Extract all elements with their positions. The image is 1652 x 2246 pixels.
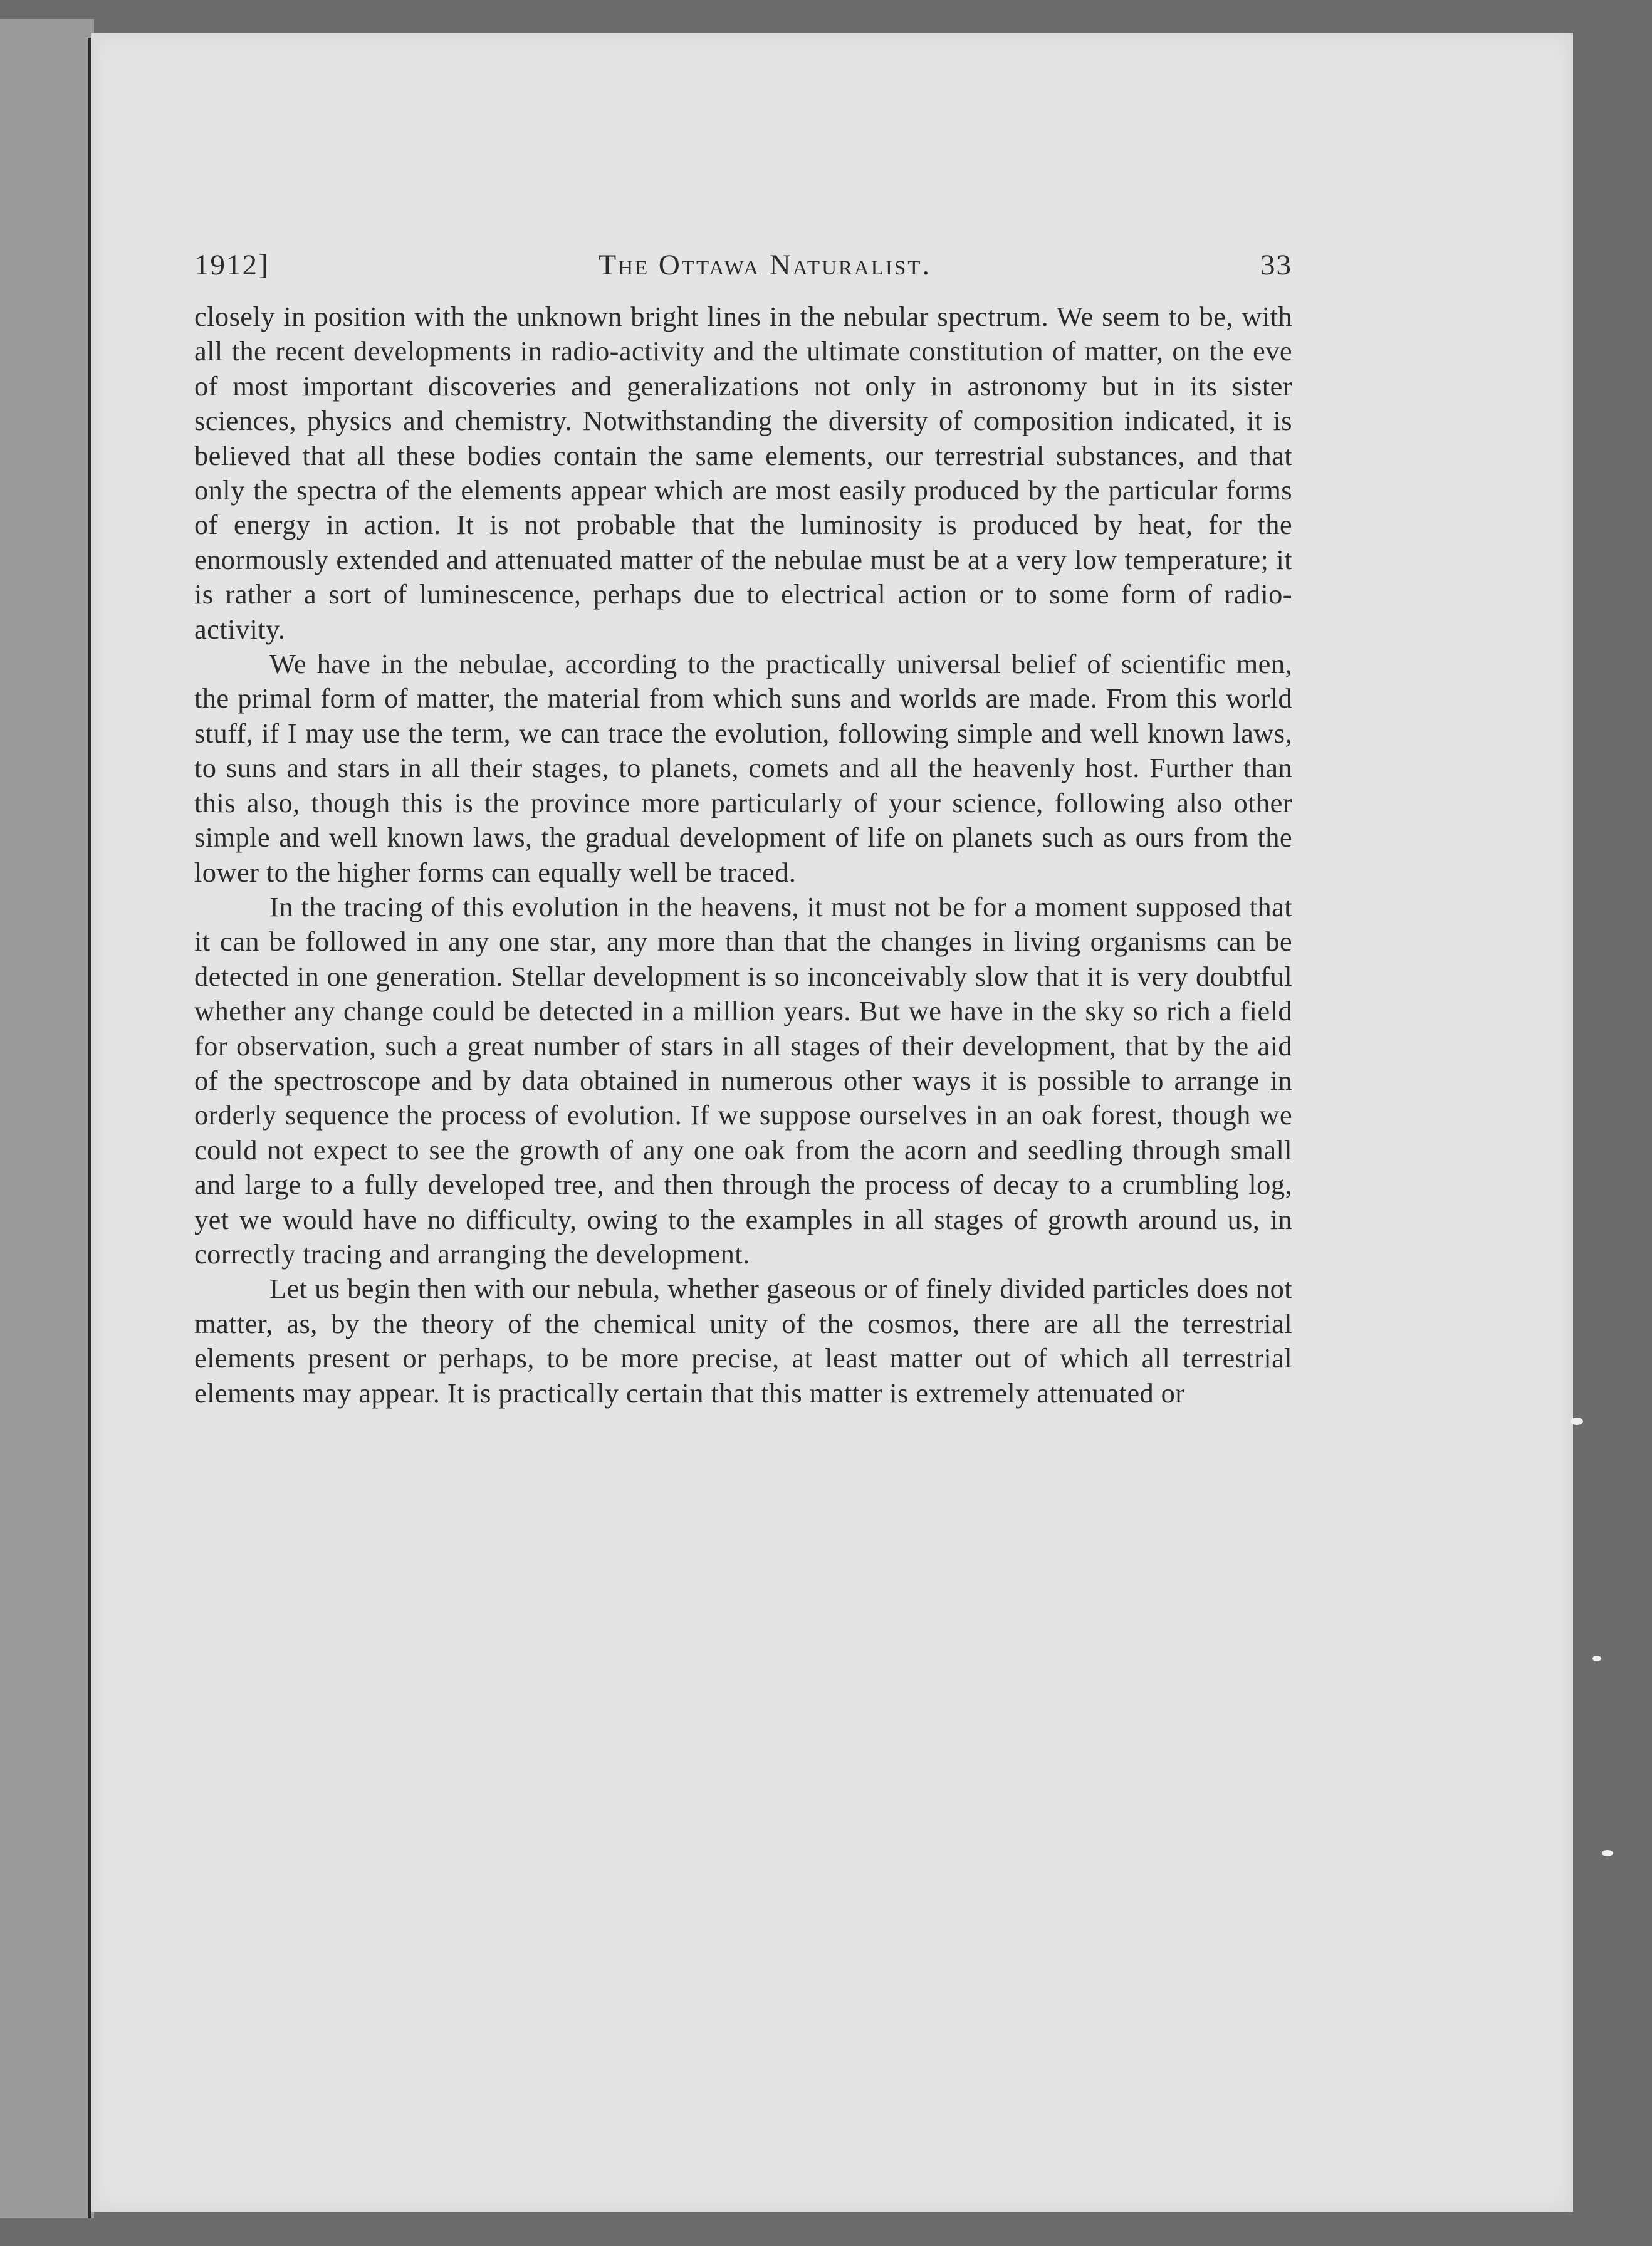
journal-title: The Ottawa Naturalist. xyxy=(598,249,932,281)
paragraph: closely in position with the unknown bright lines in the nebular spectrum. We seem to be, with all the recent developments in radio-activity and the ultimate constitution of matter, on the eve of most important discoveries and generalizations not only in astronomy but in its sister sciences, physics and chemistry. Notwithstanding the diversity of composition indicated, it is believed that all these bodies contain the same elements, our terrestrial substances, and that only the spectra of the elements appear which are most easily produced by the particular forms of energy in action. It is not probable that the luminosity is produced by heat, for the enormously extended and attenuated matter of the nebulae must be at a very low temperature; it is rather a sort of luminescence, perhaps due to electrical action or to some form of radio-activity. xyxy=(194,301,1292,645)
running-header xyxy=(194,248,1292,292)
scan-speck xyxy=(1571,1418,1583,1425)
paragraph: In the tracing of this evolution in the heavens, it must not be for a moment supposed that it can be followed in any one star, any more than that the changes in living organisms can be detected in one generation. Stellar development is so inconceivably slow that it is very doubtful whether any change could be detected in a million years. But we have in the sky so rich a field for observation, such a great number of stars in all stages of their development, that by the aid of the spectroscope and by data obtained in numerous other ways it is possible to arrange in orderly sequence the process of evolution. If we suppose ourselves in an oak forest, though we could not expect to see the growth of any one oak from the acorn and seedling through small and large to a fully developed tree, and then through the process of decay to a crumbling log, yet we would have no difficulty, owing to the examples in all stages of growth around us, in correctly tracing and arranging the development. xyxy=(194,891,1292,1270)
scan-speck xyxy=(1592,1656,1601,1661)
paragraph: We have in the nebulae, according to the practically universal belief of scientific men, the primal form of matter, the material from which suns and worlds are made. From this world stuff, if I may use the term, we can trace the evolution, following simple and well known laws, to suns and stars in all their stages, to planets, comets and all the heavenly host. Further than this also, though this is the province more particularly of your science, following also other simple and well known laws, the gradual development of life on planets such as ours from the lower to the higher forms can equally well be traced. xyxy=(194,648,1292,888)
article-body xyxy=(194,300,1292,1411)
facing-page-edge xyxy=(0,19,94,2218)
page-number: 33 xyxy=(1260,249,1292,281)
paragraph: Let us begin then with our nebula, whether gaseous or of finely divided particles does not matter, as, by the theory of the chemical unity of the cosmos, there are all the terrestrial elements present or perhaps, to be more precise, at least matter out of which all terrestrial elements may appear. It is practically certain that this matter is extremely attenuated or xyxy=(194,1273,1292,1409)
header-year: 1912] xyxy=(194,249,269,281)
page-text-block xyxy=(194,248,1292,1411)
scan-speck xyxy=(1602,1850,1613,1856)
